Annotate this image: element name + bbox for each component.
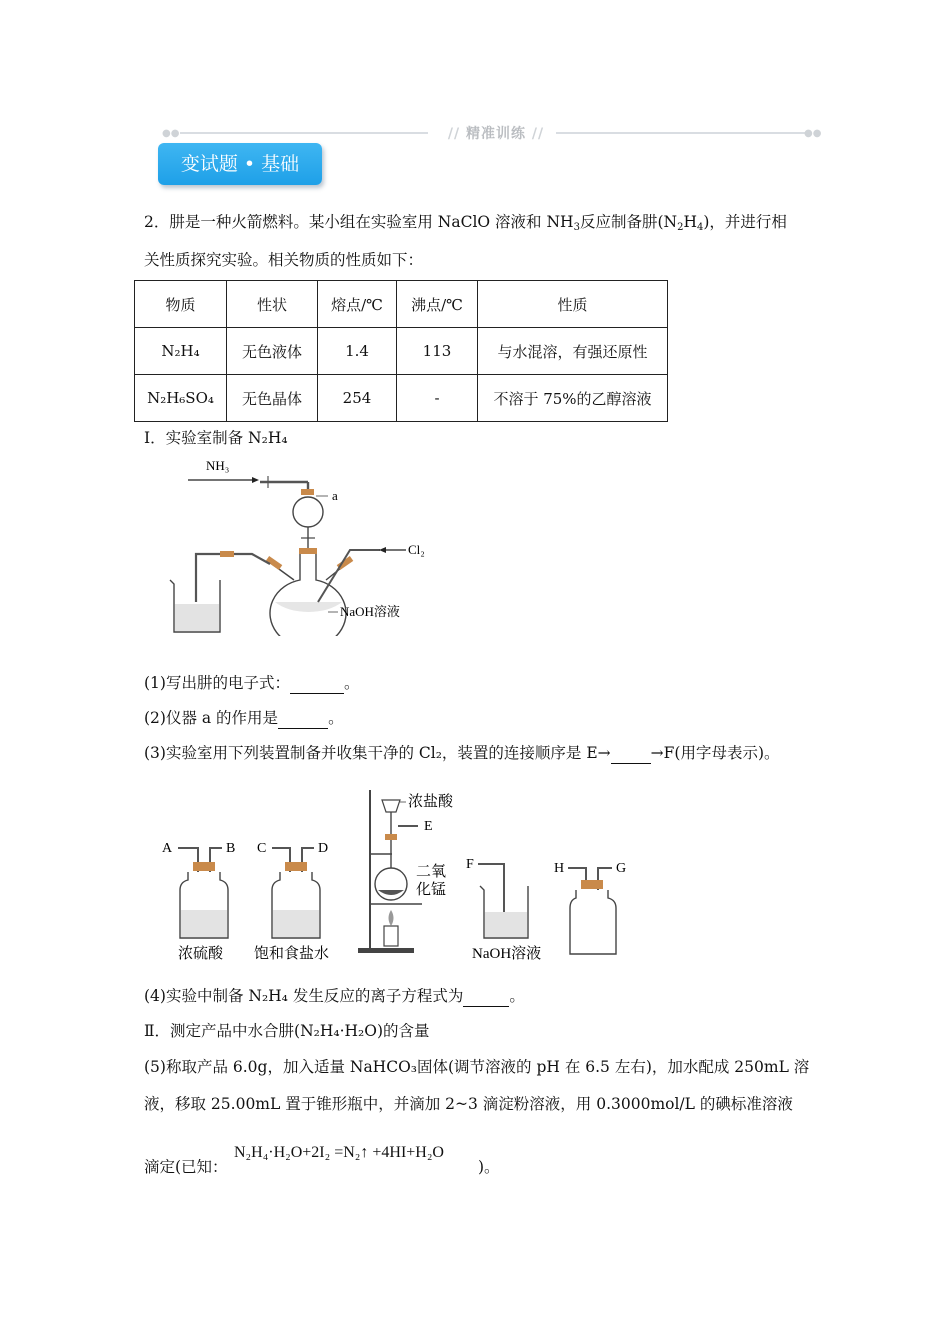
q4: (4)实验中制备 N₂H₄ 发生反应的离子方程式为 。 (144, 987, 525, 1005)
table-cell: N₂H₆SO₄ (135, 375, 227, 422)
q5-line3-prefix: 滴定(已知： (144, 1158, 228, 1176)
q1: (1)写出肼的电子式： 。 (144, 674, 360, 692)
q2: (2)仪器 a 的作用是 。 (144, 709, 344, 727)
table-cell: 1.4 (318, 328, 397, 375)
fig2-label-b: B (226, 841, 236, 856)
table-cell: 不溶于 75%的乙醇溶液 (478, 375, 668, 422)
table-cell: 113 (397, 328, 478, 375)
q2-answer-blank[interactable] (278, 710, 328, 729)
figure-chlorine-apparatus (160, 786, 640, 964)
banner-dots-left: ●● (162, 128, 180, 139)
table-header: 性质 (478, 281, 668, 328)
fig2-mno2-label-1: 二氧 (416, 864, 447, 880)
fig1-cl2-label: Cl₂ (408, 542, 425, 557)
fig2-mno2-label-2: 化锰 (416, 882, 447, 898)
fig2-label-g: G (616, 861, 627, 876)
table-cell: 与水混溶，有强还原性 (478, 328, 668, 375)
table-cell: 254 (318, 375, 397, 422)
fig2-label-f: F (466, 857, 474, 872)
fig2-naoh-label: NaOH溶液 (472, 946, 542, 962)
fig2-label-e: E (424, 819, 433, 834)
section2-title: Ⅱ．测定产品中水合肼(N₂H₄·H₂O)的含量 (144, 1022, 430, 1040)
table-cell: N₂H₄ (135, 328, 227, 375)
fig2-sat-nacl-label: 饱和食盐水 (254, 946, 330, 962)
table-header: 熔点/℃ (318, 281, 397, 328)
table-header: 物质 (135, 281, 227, 328)
table-cell: 无色液体 (227, 328, 318, 375)
q4-answer-blank[interactable] (463, 988, 509, 1007)
table-row (135, 375, 668, 422)
table-header-row (135, 281, 668, 328)
banner-dots-right: ●● (804, 128, 822, 139)
table-cell: 无色晶体 (227, 375, 318, 422)
fig2-conc-h2so4-label: 浓硫酸 (178, 946, 224, 962)
fig1-nh3-label: NH₃ (206, 458, 230, 473)
banner-line-right (556, 132, 806, 134)
fig2-conc-hcl-label: 浓盐酸 (408, 794, 454, 810)
fig2-label-c: C (257, 841, 267, 856)
q5-line2: 液，移取 25.00mL 置于锥形瓶中，并滴加 2~3 滴淀粉溶液，用 0.3000mol/L 的碘标准溶液 (144, 1095, 793, 1113)
section1-title: I．实验室制备 N₂H₄ (144, 429, 288, 447)
properties-table (134, 280, 668, 422)
q5-line1: (5)称取产品 6.0g，加入适量 NaHCO₃固体(调节溶液的 pH 在 6.5 左右)，加水配成 250mL 溶 (144, 1058, 810, 1076)
question-intro-line2: 关性质探究实验。相关物质的性质如下： (144, 251, 424, 269)
q5-equation: N₂H₄·H₂O+2I₂ =N₂↑ +4HI+H₂O (234, 1144, 444, 1161)
table-cell: - (397, 375, 478, 422)
fig1-naoh-label: NaOH溶液 (340, 604, 400, 619)
table-row (135, 328, 668, 375)
banner-line-left (180, 132, 428, 134)
figure-preparation-apparatus (160, 452, 440, 636)
q5-line3-suffix: )。 (478, 1158, 500, 1176)
fig2-label-a: A (162, 841, 173, 856)
q3-answer-blank[interactable] (611, 745, 651, 764)
fig1-a-label: a (332, 488, 338, 503)
variant-label: 变试题 • 基础 (158, 143, 322, 185)
fig2-label-h: H (554, 861, 565, 876)
q1-answer-blank[interactable] (290, 675, 344, 694)
table-header: 沸点/℃ (397, 281, 478, 328)
table-header: 性状 (227, 281, 318, 328)
fig2-label-d: D (318, 841, 329, 856)
q3: (3)实验室用下列装置制备并收集干净的 Cl₂，装置的连接顺序是 E→ →F(用字母表示)。 (144, 744, 780, 762)
question-intro-line1: 2．肼是一种火箭燃料。某小组在实验室用 NaClO 溶液和 $NH_3$反应制备肼$(N_2H_4)$，并进行相 (144, 213, 787, 233)
banner-title: // 精准训练 // (447, 126, 545, 142)
